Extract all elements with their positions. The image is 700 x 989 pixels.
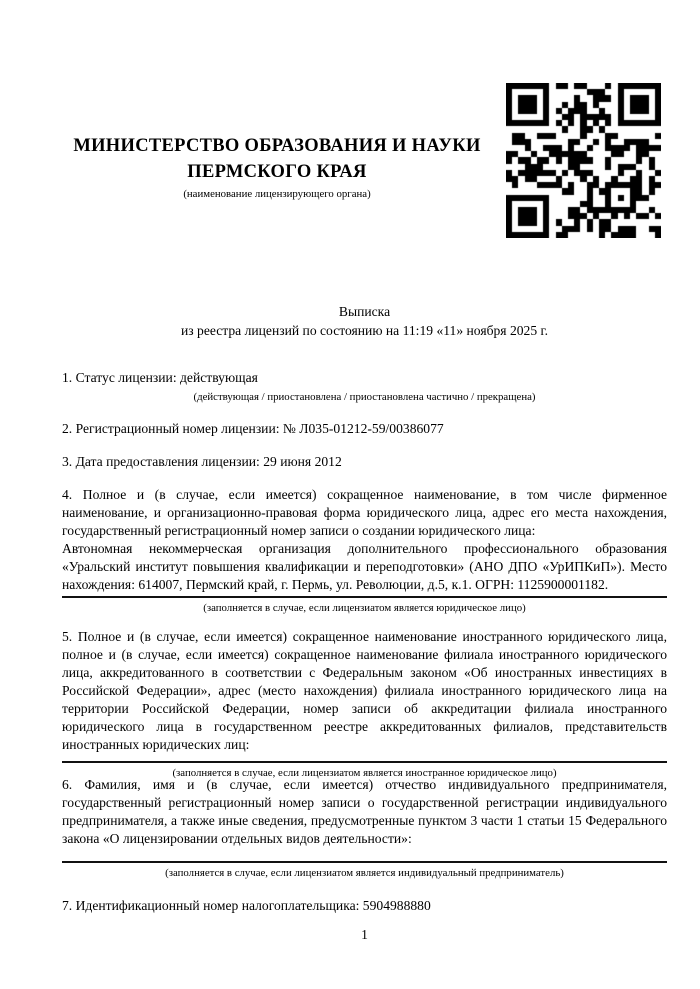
individual-entrepreneur-fill-line bbox=[62, 861, 667, 863]
legal-entity-fill-line bbox=[62, 596, 667, 598]
foreign-entity-note: (заполняется в случае, если лицензиатом является иностранное юридическое лицо) bbox=[172, 767, 557, 779]
foreign-entity-label: 5. Полное и (в случае, если имеется) сокращенное наименование иностранного юридического лица, полное и (в случае, если имеется) сокращенное наименование филиала иностранного юридического лица, аккредитованного в соответствии с Федеральным законом «Об иностранных инвестициях в Российской Федерации», адрес (место нахождения) филиала иностранного юридического лица на территории Российской Федерации, номер записи об аккредитации филиала иностранного юридического лица в государственном реестре аккредитованных филиалов, представительств иностранных юридических лиц: bbox=[62, 629, 667, 752]
item-license-status bbox=[62, 369, 667, 405]
item-legal-entity bbox=[62, 486, 667, 616]
license-status-text: 1. Статус лицензии: действующая bbox=[62, 370, 258, 385]
legal-entity-label: 4. Полное и (в случае, если имеется) сокращенное наименование, в том числе фирменное наименование, и организационно-правовая форма юридического лица, адрес его места нахождения, государственный регистрационный номер записи о создании юридического лица: bbox=[62, 487, 667, 538]
ministry-name-line2: ПЕРМСКОГО КРАЯ bbox=[187, 162, 367, 182]
legal-entity-note: (заполняется в случае, если лицензиатом является юридическое лицо) bbox=[203, 602, 526, 614]
license-grant-date-text: 3. Дата предоставления лицензии: 29 июня 2012 bbox=[62, 454, 342, 469]
item-taxpayer-number bbox=[62, 897, 667, 915]
item-individual-entrepreneur bbox=[62, 776, 667, 881]
licensing-authority-caption: (наименование лицензирующего органа) bbox=[183, 188, 371, 200]
ministry-name-line1: МИНИСТЕРСТВО ОБРАЗОВАНИЯ И НАУКИ bbox=[73, 136, 481, 156]
registration-number-text: 2. Регистрационный номер лицензии: № Л035-01212-59/00386077 bbox=[62, 421, 444, 436]
item-license-grant-date bbox=[62, 453, 667, 471]
document-title-line2: из реестра лицензий по состоянию на 11:19 «11» ноября 2025 г. bbox=[180, 323, 548, 338]
document-title-line1: Выписка bbox=[338, 304, 391, 319]
individual-entrepreneur-label: 6. Фамилия, имя и (в случае, если имеется) отчество индивидуального предпринимателя, государственный регистрационный номер записи о государственной регистрации индивидуального предпринимателя, а также иные сведения, предусмотренные пунктом 3 части 1 статьи 15 Федерального закона «О лицензировании отдельных видов деятельности»: bbox=[62, 777, 667, 846]
item-registration-number bbox=[62, 420, 667, 438]
taxpayer-number-text: 7. Идентификационный номер налогоплательщика: 5904988880 bbox=[62, 898, 431, 913]
qr-code-icon bbox=[506, 83, 661, 238]
individual-entrepreneur-note: (заполняется в случае, если лицензиатом является индивидуальный предприниматель) bbox=[165, 867, 564, 879]
ministry-header bbox=[62, 133, 492, 201]
page-number: 1 bbox=[361, 927, 368, 942]
legal-entity-value: Автономная некоммерческая организация дополнительного профессионального образования «Уральский институт повышения квалификации и переподготовки» (АНО ДПО «УрИПКиП»). Место нахождения: 614007, Пермский край, г. Пермь, ул. Революции, д.5, к.1. ОГРН: 1125900001182. bbox=[62, 541, 667, 592]
item-foreign-entity bbox=[62, 628, 667, 781]
license-status-options-note: (действующая / приостановлена / приостановлена частично / прекращена) bbox=[193, 391, 536, 403]
document-title bbox=[62, 302, 667, 340]
foreign-entity-fill-line bbox=[62, 761, 667, 763]
